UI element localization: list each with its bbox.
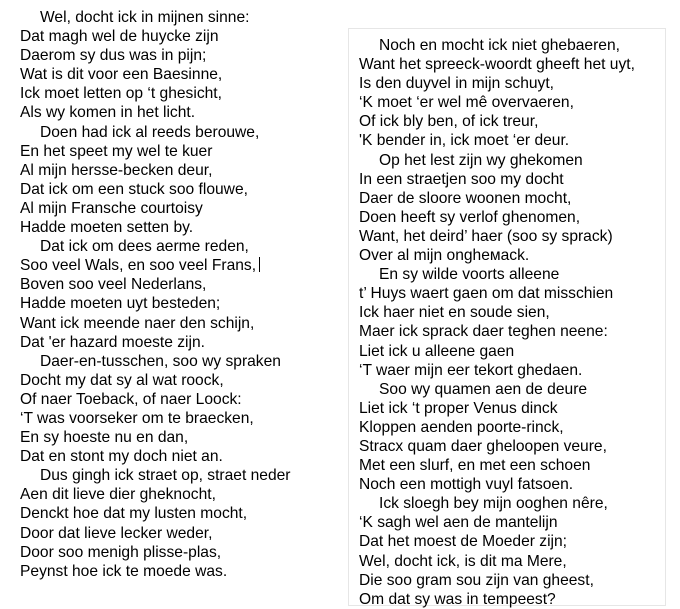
poem-line bbox=[20, 447, 335, 466]
poem-line bbox=[20, 84, 335, 103]
poem-line-text: Docht my dat sy al wat roock, bbox=[20, 371, 224, 389]
poem-line-text: Dat ick om dees aerme reden, bbox=[40, 238, 249, 256]
poem-line-text: Noch en mocht ick niet ghebaeren, bbox=[379, 37, 620, 54]
poem-line-text: Die soo gram sou zijn van gheest, bbox=[359, 571, 594, 589]
poem-line-text: Liet ick ‘t proper Venus dinck bbox=[359, 399, 558, 417]
poem-line-text: Door dat lieve lecker weder, bbox=[20, 524, 213, 542]
poem-line-text: ‘T was voorseker om te braecken, bbox=[20, 409, 254, 427]
poem-line bbox=[20, 103, 335, 122]
poem-line bbox=[20, 371, 335, 390]
poem-line bbox=[359, 151, 665, 170]
poem-line bbox=[359, 170, 665, 189]
poem-line bbox=[359, 74, 665, 93]
poem-line-text: Kloppen aenden poorte-rinck, bbox=[359, 418, 564, 436]
poem-line bbox=[359, 93, 665, 112]
poem-line-text: ‘K sagh wel aen de mantelijn bbox=[359, 514, 558, 532]
poem-line-text: Maer ick sprack daer teghen neene: bbox=[359, 323, 608, 341]
poem-line bbox=[359, 399, 665, 418]
poem-line bbox=[359, 590, 665, 609]
poem-line-text: Ick haer niet en soude sien, bbox=[359, 304, 550, 322]
poem-line-text: Wel, docht ick in mijnen sinne: bbox=[40, 9, 250, 26]
poem-line bbox=[20, 333, 335, 352]
poem-line bbox=[359, 456, 665, 475]
poem-line bbox=[20, 562, 335, 581]
poem-line-text: Noch een mottigh vuyl fatsoen. bbox=[359, 476, 574, 494]
poem-line bbox=[20, 314, 335, 333]
poem-line bbox=[20, 352, 335, 371]
poem-line bbox=[359, 227, 665, 246]
poem-line-text: Door soo menigh plisse-plas, bbox=[20, 543, 222, 561]
poem-line-text: Want het spreeck-woordt gheeft het uyt, bbox=[359, 56, 635, 74]
poem-line-text: En sy hoeste nu en dan, bbox=[20, 429, 189, 447]
poem-line bbox=[20, 504, 335, 523]
poem-line-text: Denckt hoe dat my lusten mocht, bbox=[20, 505, 248, 523]
poem-line-text: Of naer Toeback, of naer Loock: bbox=[20, 390, 242, 408]
poem-line-text: In een straetjen soo my docht bbox=[359, 170, 564, 188]
poem-line bbox=[20, 294, 335, 313]
poem-line-text: Om dat sy was in tempeest? bbox=[359, 590, 556, 608]
poem-line bbox=[359, 494, 665, 513]
poem-line-text: Dat magh wel de huycke zijn bbox=[20, 28, 219, 46]
poem-line bbox=[20, 428, 335, 447]
poem-line-text: Stracx quam daer gheloopen veure, bbox=[359, 437, 607, 455]
poem-line bbox=[20, 543, 335, 562]
poem-line bbox=[20, 466, 335, 485]
poem-line-text: Soo wy quamen aen de deure bbox=[379, 380, 588, 398]
poem-line-text: Hadde moeten uyt besteden; bbox=[20, 295, 221, 313]
poem-line-text: Ick sloegh bey mijn ooghen nêre, bbox=[379, 495, 608, 513]
poem-line-text: Als wy komen in het licht. bbox=[20, 104, 196, 122]
poem-line-text: Dat ick om een stuck soo flouwe, bbox=[20, 180, 248, 198]
poem-line bbox=[20, 46, 335, 65]
poem-line-text: Peynst hoe ick te moede was. bbox=[20, 562, 228, 580]
poem-line-text: Want, het deird’ haer (soo sy sprack) bbox=[359, 227, 613, 245]
poem-line bbox=[359, 513, 665, 532]
poem-line bbox=[359, 380, 665, 399]
poem-line bbox=[359, 475, 665, 494]
poem-line bbox=[20, 275, 335, 294]
poem-line-text: Aen dit lieve dier gheknocht, bbox=[20, 486, 216, 504]
poem-line-text: Over al mijn ongheмack. bbox=[359, 247, 530, 265]
poem-line-text: Al mijn Fransche courtoisy bbox=[20, 199, 203, 217]
poem-line-text: Dus gingh ick straet op, straet neder bbox=[40, 467, 291, 485]
poem-line-text: Al mijn hersse-becken deur, bbox=[20, 161, 213, 179]
poem-line bbox=[359, 189, 665, 208]
poem-line bbox=[359, 342, 665, 361]
poem-line bbox=[359, 361, 665, 380]
poem-line bbox=[20, 485, 335, 504]
text-cursor bbox=[259, 257, 260, 272]
poem-line bbox=[359, 284, 665, 303]
poem-line bbox=[359, 208, 665, 227]
poem-line bbox=[359, 532, 665, 551]
poem-line-text: Doen had ick al reeds berouwe, bbox=[40, 123, 260, 141]
poem-line-text: Daerom sy dus was in pijn; bbox=[20, 47, 207, 65]
poem-line bbox=[20, 65, 335, 84]
poem-line bbox=[20, 409, 335, 428]
poem-line-text: Dat 'er hazard moeste zijn. bbox=[20, 333, 205, 351]
poem-line bbox=[20, 256, 335, 275]
poem-line bbox=[20, 524, 335, 543]
poem-line-text: Op het lest zijn wy ghekomen bbox=[379, 151, 583, 169]
poem-line bbox=[359, 571, 665, 590]
poem-line-text: Wel, docht ick, is dit ma Mere, bbox=[359, 552, 567, 570]
poem-line bbox=[20, 180, 335, 199]
poem-line bbox=[359, 131, 665, 150]
poem-line bbox=[359, 36, 665, 55]
poem-line-text: Met een slurf, en met een schoen bbox=[359, 457, 591, 475]
poem-line bbox=[20, 8, 335, 27]
poem-line bbox=[20, 161, 335, 180]
poem-line-text: Hadde moeten setten by. bbox=[20, 219, 194, 237]
poem-line bbox=[20, 123, 335, 142]
poem-line bbox=[20, 142, 335, 161]
poem-line bbox=[359, 303, 665, 322]
poem-line-text: Want ick meende naer den schijn, bbox=[20, 314, 255, 332]
poem-line-text: t’ Huys waert gaen om dat misschien bbox=[359, 285, 614, 303]
poem-line bbox=[20, 237, 335, 256]
poem-line-text: Daer de sloore woonen mocht, bbox=[359, 189, 572, 207]
poem-line-text: 'K bender in, ick moet ‘er deur. bbox=[359, 132, 570, 150]
poem-line bbox=[359, 55, 665, 74]
poem-line-text: Daer-en-tusschen, soo wy spraken bbox=[40, 352, 281, 370]
poem-line-text: En sy wilde voorts alleene bbox=[379, 266, 560, 284]
poem-column-right bbox=[348, 28, 666, 606]
poem-line bbox=[20, 218, 335, 237]
poem-line-text: ‘K moet ‘er wel mê overvaeren, bbox=[359, 94, 574, 112]
poem-line bbox=[359, 265, 665, 284]
poem-line bbox=[359, 418, 665, 437]
poem-line-text: Doen heeft sy verlof ghenomen, bbox=[359, 208, 581, 226]
poem-line-text: ‘T waer mijn eer tekort ghedaen. bbox=[359, 361, 583, 379]
poem-column-left bbox=[20, 8, 335, 581]
poem-line bbox=[359, 246, 665, 265]
poem-line-text: Of ick bly ben, of ick treur, bbox=[359, 113, 539, 131]
poem-line bbox=[20, 390, 335, 409]
poem-line-text: Wat is dit voor een Baesinne, bbox=[20, 66, 223, 84]
poem-line-text: En het speet my wel te kuer bbox=[20, 142, 213, 160]
poem-line bbox=[359, 112, 665, 131]
poem-line bbox=[359, 437, 665, 456]
poem-line-text: Soo veel Wals, en soo veel Frans, bbox=[20, 257, 257, 275]
poem-line bbox=[359, 552, 665, 571]
poem-line bbox=[20, 199, 335, 218]
poem-line bbox=[359, 322, 665, 341]
poem-line-text: Ick moet letten op ‘t ghesicht, bbox=[20, 85, 222, 103]
poem-line-text: Boven soo veel Nederlans, bbox=[20, 276, 207, 294]
poem-line-text: Liet ick u alleene gaen bbox=[359, 342, 515, 360]
poem-line-text: Dat het moest de Moeder zijn; bbox=[359, 533, 568, 551]
poem-line bbox=[20, 27, 335, 46]
poem-line-text: Dat en stont my doch niet an. bbox=[20, 448, 223, 466]
poem-line-text: Is den duyvel in mijn schuyt, bbox=[359, 75, 555, 93]
